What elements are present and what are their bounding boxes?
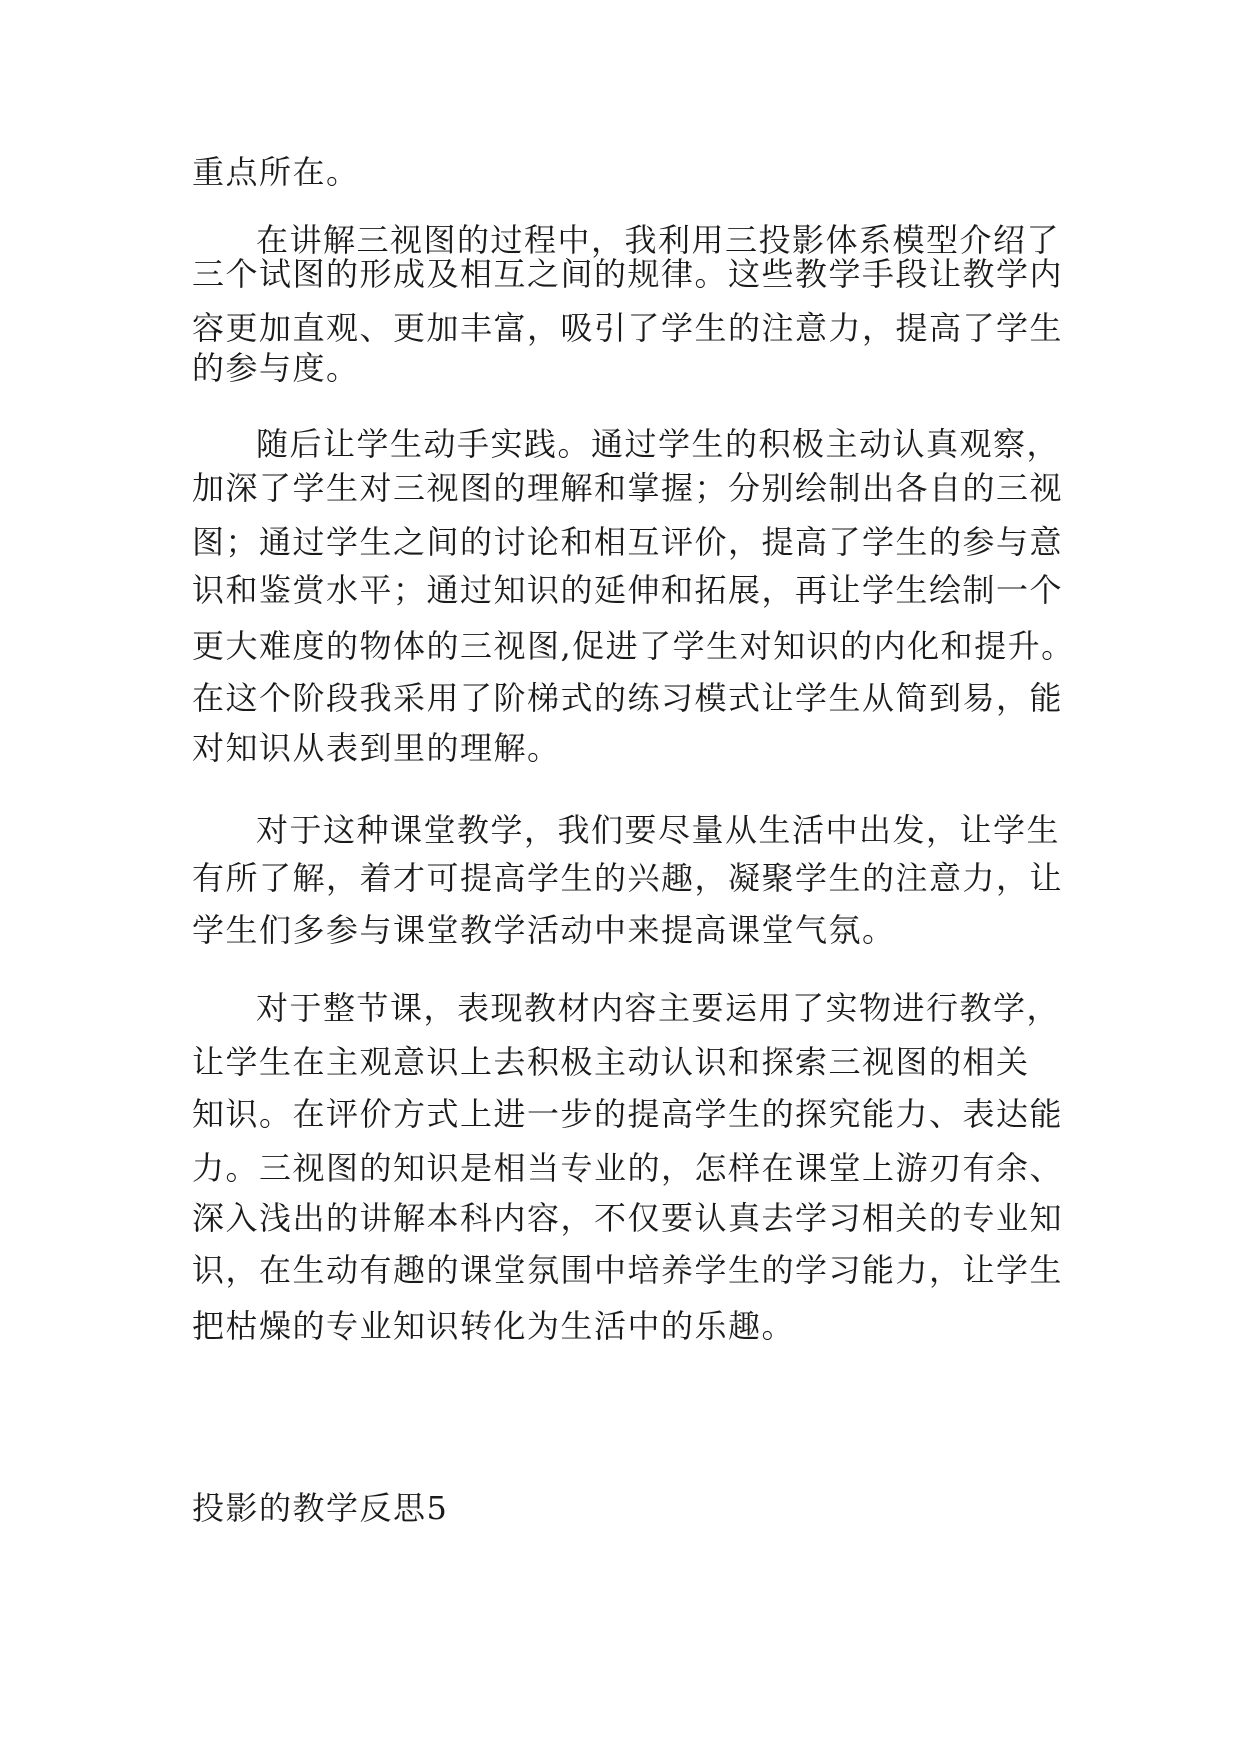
paragraph-first-line: 随后让学生动手实践。通过学生的积极主动认真观察， [256,425,1061,463]
paragraph-first-line: 在讲解三视图的过程中，我利用三投影体系模型介绍了 [256,221,1061,259]
text-line: 的参与度。 [192,349,360,387]
text-line: 容更加直观、更加丰富，吸引了学生的注意力，提高了学生 [192,309,1064,347]
text-line: 知识。在评价方式上进一步的提高学生的探究能力、表达能 [192,1095,1064,1133]
text-line: 在这个阶段我采用了阶梯式的练习模式让学生从简到易，能 [192,679,1064,717]
text-line: 让学生在主观意识上去积极主动认识和探索三视图的相关 [192,1043,1030,1081]
text-line: 更大难度的物体的三视图,促进了学生对知识的内化和提升。 [192,627,1075,665]
section-heading: 投影的教学反思5 [192,1489,449,1527]
text-line: 图；通过学生之间的讨论和相互评价，提高了学生的参与意 [192,523,1064,561]
text-line: 重点所在。 [192,153,360,191]
text-line: 深入浅出的讲解本科内容，不仅要认真去学习相关的专业知 [192,1199,1064,1237]
text-line: 识和鉴赏水平；通过知识的延伸和拓展，再让学生绘制一个 [192,571,1064,609]
paragraph-first-line: 对于这种课堂教学，我们要尽量从生活中出发，让学生 [256,811,1061,849]
text-line: 学生们多参与课堂教学活动中来提高课堂气氛。 [192,911,896,949]
text-line: 把枯燥的专业知识转化为生活中的乐趣。 [192,1307,796,1345]
text-line: 三个试图的形成及相互之间的规律。这些教学手段让教学内 [192,255,1064,293]
text-line: 有所了解，着才可提高学生的兴趣，凝聚学生的注意力，让 [192,859,1064,897]
text-line: 力。三视图的知识是相当专业的，怎样在课堂上游刃有余、 [192,1149,1064,1187]
paragraph-first-line: 对于整节课，表现教材内容主要运用了实物进行教学， [256,989,1061,1027]
text-line: 识，在生动有趣的课堂氛围中培养学生的学习能力，让学生 [192,1251,1064,1289]
text-line: 对知识从表到里的理解。 [192,729,561,767]
text-line: 加深了学生对三视图的理解和掌握；分别绘制出各自的三视 [192,469,1064,507]
